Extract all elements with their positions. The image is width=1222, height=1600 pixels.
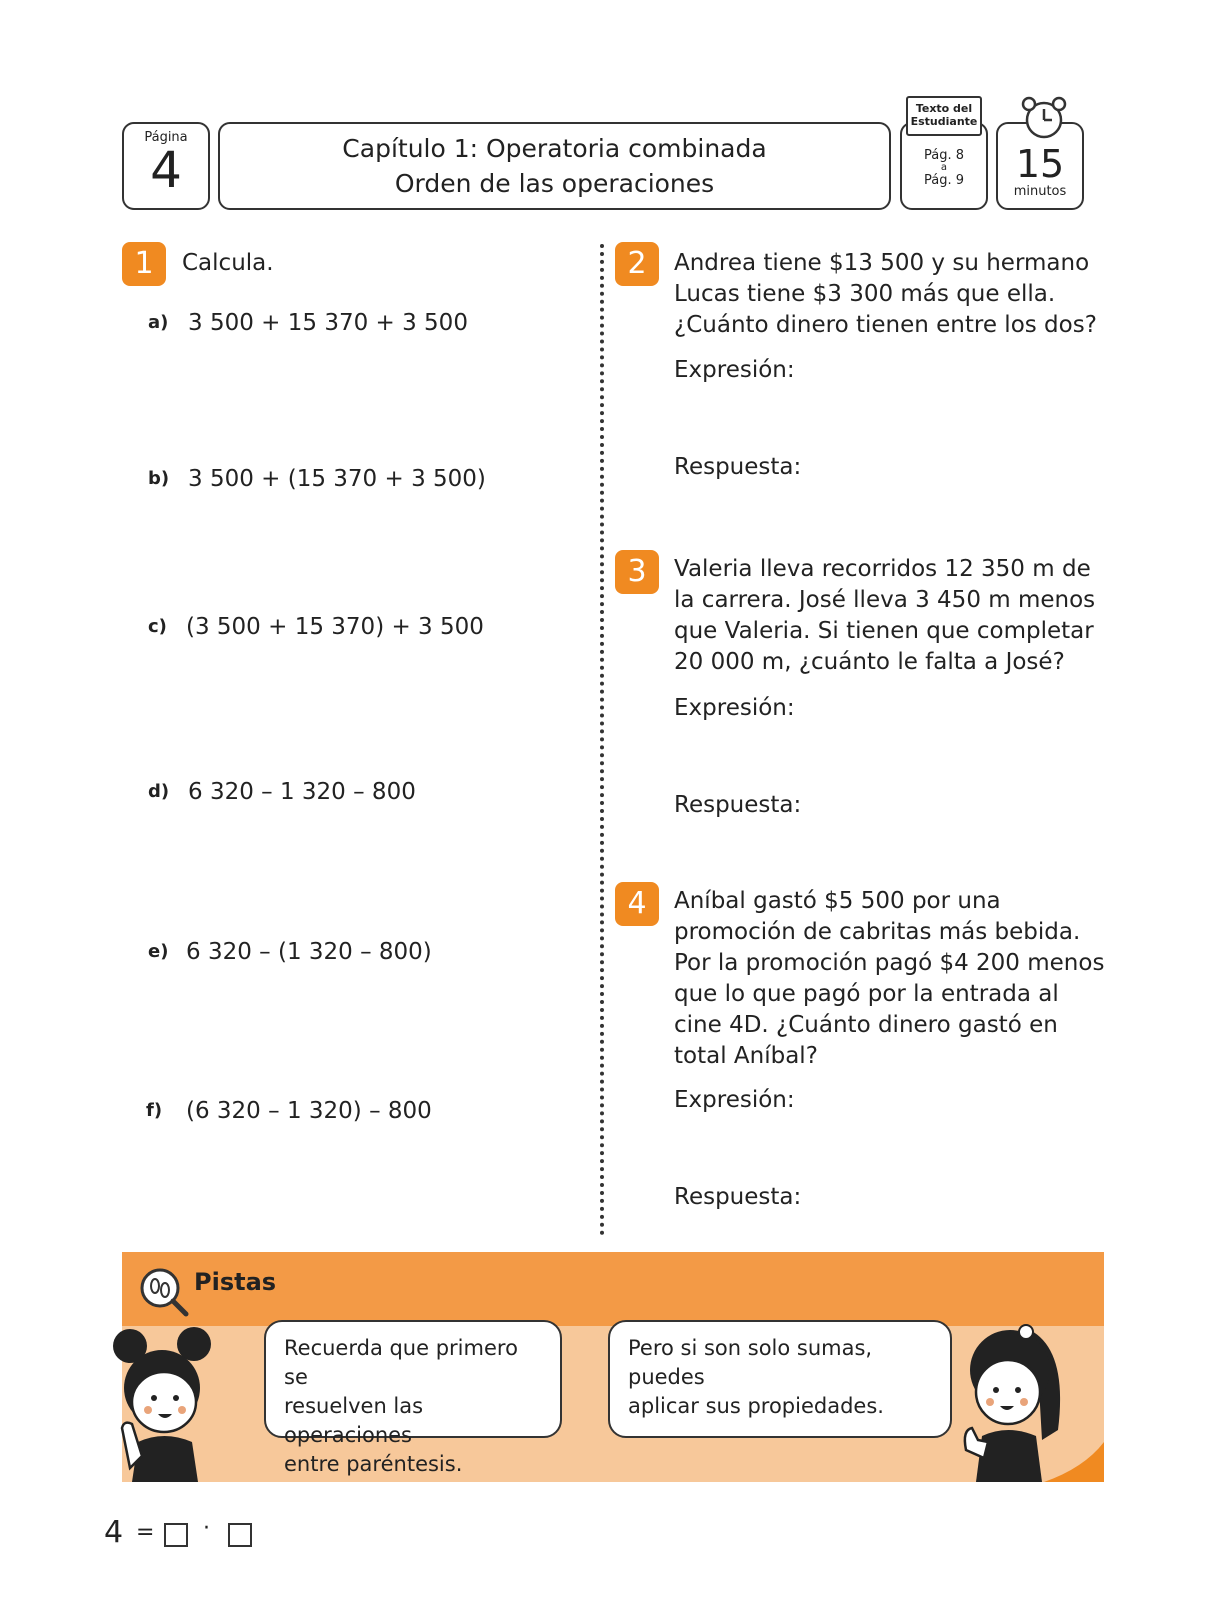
page-number: 4 — [150, 141, 182, 199]
exercise-2-expression-label: Expresión: — [674, 357, 795, 383]
hint-right-line: Pero si son solo sumas, puedes — [628, 1336, 873, 1389]
exercise-2-badge: 2 — [615, 242, 659, 286]
chapter-title: Capítulo 1: Operatoria combinada — [342, 134, 767, 163]
item-f-expression: (6 320 – 1 320) – 800 — [186, 1098, 432, 1124]
pages-to-word: a — [940, 162, 948, 173]
exercise-3-badge: 3 — [615, 550, 659, 594]
exercise-3-line: la carrera. José lleva 3 450 m menos — [674, 587, 1096, 613]
page-label: Página — [144, 130, 188, 145]
item-c-expression: (3 500 + 15 370) + 3 500 — [186, 614, 484, 640]
hint-bubble-left — [264, 1320, 562, 1476]
hint-left-line: Recuerda que primero se — [284, 1336, 518, 1389]
item-f-letter: f) — [146, 1100, 163, 1121]
page-curl-decoration — [1044, 1442, 1104, 1482]
book-icon — [906, 96, 982, 136]
exercise-4-line: Por la promoción pagó $4 200 menos — [674, 950, 1105, 976]
footer-equals: = — [136, 1520, 155, 1545]
exercise-1-badge: 1 — [122, 242, 166, 286]
exercise-2-line: Lucas tiene $3 300 más que ella. — [674, 281, 1056, 307]
exercise-4-expression-label: Expresión: — [674, 1087, 795, 1113]
item-d-expression: 6 320 – 1 320 – 800 — [188, 779, 416, 805]
exercise-4-statement — [674, 886, 1104, 1072]
hint-left-line: resuelven las operaciones — [284, 1394, 424, 1447]
footer-page-number: 4 — [104, 1515, 124, 1550]
pages-to: Pág. 9 — [923, 173, 964, 188]
pages-from: Pág. 8 — [923, 148, 964, 163]
exercise-1-instruction: Calcula. — [182, 250, 274, 276]
item-a-letter: a) — [148, 312, 169, 333]
exercise-3-statement — [674, 554, 1095, 678]
exercise-3-expression-label: Expresión: — [674, 695, 795, 721]
exercise-4-line: cine 4D. ¿Cuánto dinero gastó en — [674, 1012, 1058, 1038]
footer-square-2 — [228, 1523, 252, 1547]
exercise-4-line: total Aníbal? — [674, 1043, 818, 1069]
item-b-expression: 3 500 + (15 370 + 3 500) — [188, 466, 486, 492]
item-c-letter: c) — [148, 616, 167, 637]
time-value: 15 — [1015, 142, 1065, 186]
alarm-clock-icon — [1020, 96, 1068, 142]
hint-left-line: entre paréntesis. — [284, 1452, 463, 1476]
exercise-4-line: Aníbal gastó $5 500 por una — [674, 888, 1001, 914]
hint-bubble-right — [608, 1320, 952, 1438]
item-b-letter: b) — [148, 468, 170, 489]
exercise-2-line: Andrea tiene $13 500 y su hermano — [674, 250, 1090, 276]
exercise-4-badge: 4 — [615, 882, 659, 926]
lesson-subtitle: Orden de las operaciones — [394, 169, 715, 198]
footer-square-1 — [164, 1523, 188, 1547]
exercise-4-answer-label: Respuesta: — [674, 1184, 802, 1210]
hint-right-line: aplicar sus propiedades. — [628, 1394, 884, 1418]
time-unit: minutos — [1013, 184, 1067, 199]
exercise-4-line: que lo que pagó por la entrada al — [674, 981, 1059, 1007]
girl-waving-illustration — [102, 1318, 232, 1482]
exercise-3-line: Valeria lleva recorridos 12 350 m de — [674, 556, 1091, 582]
item-e-letter: e) — [148, 941, 169, 962]
magnifier-footprints-icon — [136, 1264, 190, 1318]
page-number-box — [122, 122, 210, 210]
item-e-expression: 6 320 – (1 320 – 800) — [186, 939, 432, 965]
exercise-2-statement — [674, 248, 1097, 341]
item-d-letter: d) — [148, 781, 170, 802]
exercise-3-line: 20 000 m, ¿cuánto le falta a José? — [674, 649, 1065, 675]
footer-dot: · — [203, 1516, 210, 1541]
exercise-3-line: que Valeria. Si tienen que completar — [674, 618, 1094, 644]
hints-title: Pistas — [194, 1268, 277, 1296]
exercise-3-answer-label: Respuesta: — [674, 792, 802, 818]
column-divider — [600, 244, 604, 1236]
book-label: Texto del Estudiante — [910, 102, 978, 128]
item-a-expression: 3 500 + 15 370 + 3 500 — [188, 310, 468, 336]
exercise-2-line: ¿Cuánto dinero tienen entre los dos? — [674, 312, 1097, 338]
exercise-4-line: promoción de cabritas más bebida. — [674, 919, 1081, 945]
title-box — [218, 122, 891, 210]
exercise-2-answer-label: Respuesta: — [674, 454, 802, 480]
